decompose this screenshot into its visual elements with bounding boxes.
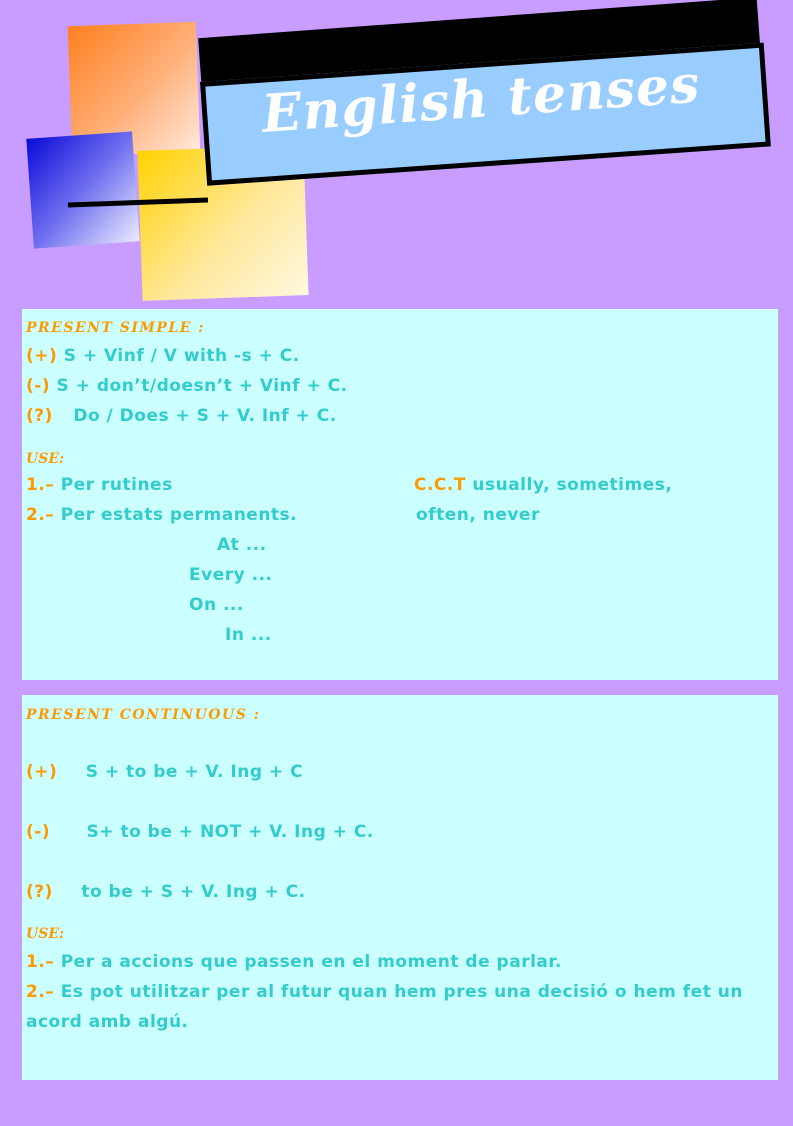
positive-formula: S + to be + V. Ing + C: [85, 762, 304, 782]
positive-sign: (+): [26, 346, 58, 366]
present-simple-heading: PRESENT SIMPLE :: [26, 320, 205, 336]
cct-adverbs-1: usually, sometimes,: [472, 475, 673, 495]
time-expression-in: In ...: [225, 625, 272, 645]
present-simple-use-1: [26, 475, 173, 495]
negative-sign: (-): [26, 822, 51, 842]
time-expression-every: Every ...: [189, 565, 273, 585]
cct-label: C.C.T: [414, 475, 466, 495]
present-continuous-positive: [26, 762, 303, 782]
decor-blue-square: [26, 131, 139, 248]
present-simple-use-2: [26, 505, 297, 525]
question-sign: (?): [26, 882, 53, 902]
use-1-number: 1.–: [26, 475, 55, 495]
present-continuous-question: [26, 882, 306, 902]
question-sign: (?): [26, 406, 53, 426]
present-continuous-heading: PRESENT CONTINUOUS :: [26, 707, 261, 723]
present-simple-negative: [26, 376, 348, 396]
positive-sign: (+): [26, 762, 58, 782]
present-simple-question: [26, 406, 337, 426]
page-title: English tenses: [259, 53, 703, 145]
present-continuous-section: [22, 695, 778, 1080]
use-2-number: 2.–: [26, 982, 55, 1002]
use-1-number: 1.–: [26, 952, 55, 972]
positive-formula: S + Vinf / V with -s + C.: [63, 346, 300, 366]
present-simple-use-label: USE:: [26, 451, 65, 467]
present-simple-positive: [26, 346, 300, 366]
cct-line-2: often, never: [416, 505, 540, 525]
question-formula: to be + S + V. Ing + C.: [81, 882, 306, 902]
present-continuous-use-2: [26, 977, 774, 1037]
question-formula: Do / Does + S + V. Inf + C.: [73, 406, 337, 426]
present-continuous-negative: [26, 822, 374, 842]
negative-formula: S + don’t/doesn’t + Vinf + C.: [56, 376, 348, 396]
negative-formula: S+ to be + NOT + V. Ing + C.: [86, 822, 374, 842]
present-continuous-use-label: USE:: [26, 926, 65, 942]
use-2-text: Es pot utilitzar per al futur quan hem pres una decisió o hem fet un acord amb algú.: [26, 982, 743, 1032]
present-continuous-use-1: [26, 952, 562, 972]
negative-sign: (-): [26, 376, 51, 396]
cct-line-1: [414, 475, 672, 495]
present-simple-section: [22, 309, 778, 680]
use-2-number: 2.–: [26, 505, 55, 525]
use-1-text: Per rutines: [60, 475, 173, 495]
time-expression-at: At ...: [217, 535, 267, 555]
use-1-text: Per a accions que passen en el moment de parlar.: [60, 952, 562, 972]
time-expression-on: On ...: [189, 595, 244, 615]
use-2-text: Per estats permanents.: [60, 505, 298, 525]
